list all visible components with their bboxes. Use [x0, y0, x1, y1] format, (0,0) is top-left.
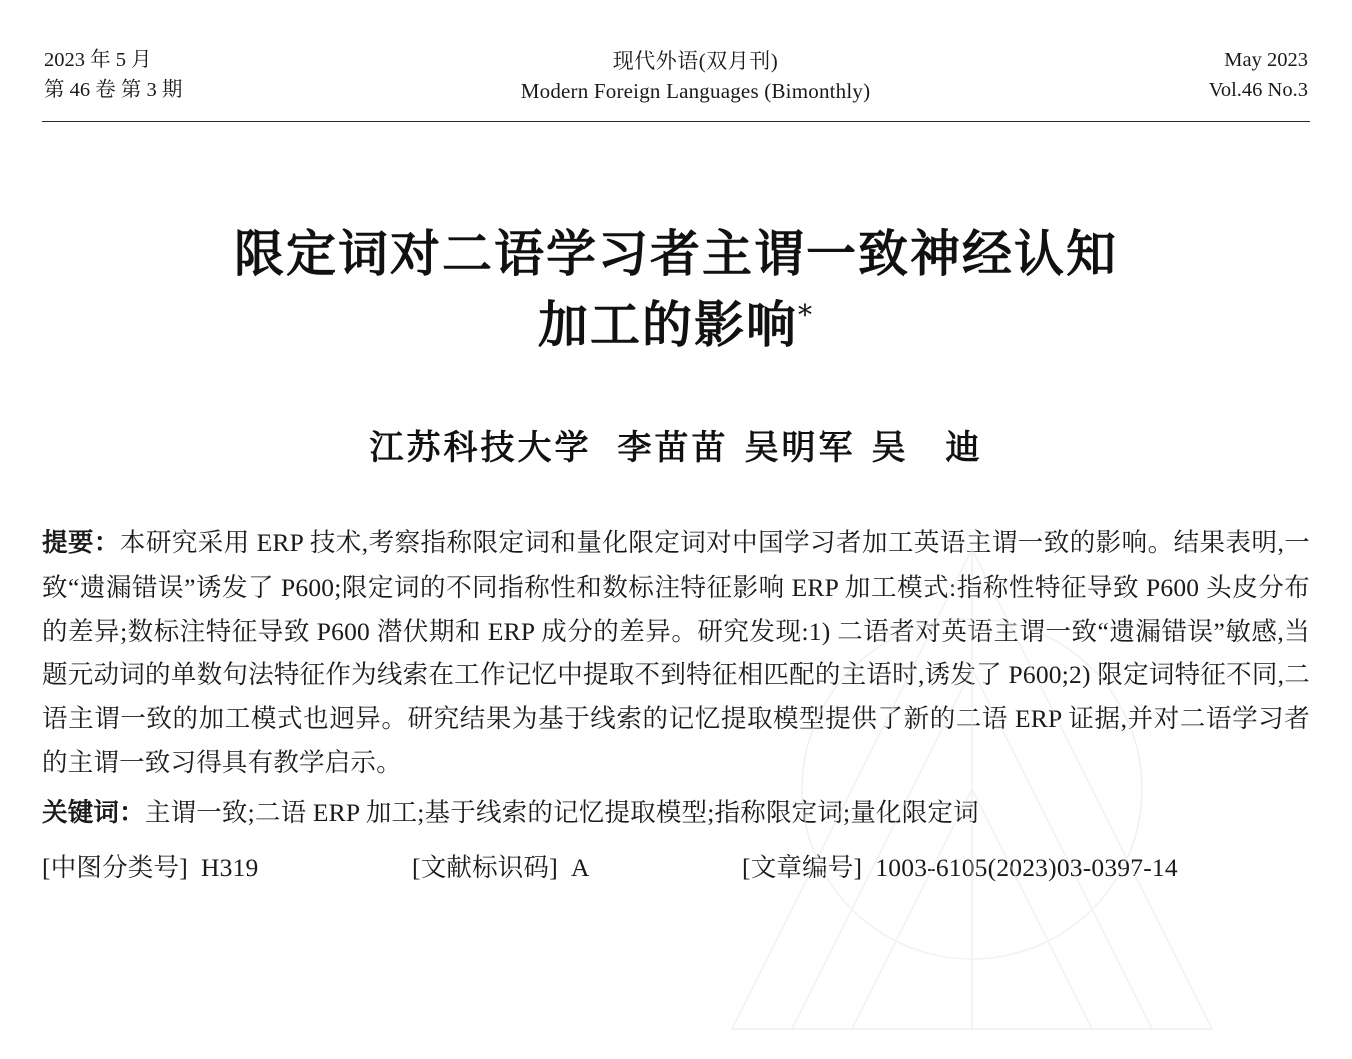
header-divider — [42, 121, 1310, 122]
keywords-label: 关键词： — [42, 798, 145, 829]
article-id-value: 1003-6105(2023)03-0397-14 — [875, 852, 1178, 882]
title-line-1: 限定词对二语学习者主谓一致神经认知 — [234, 223, 1118, 283]
title-line-2: 加工的影响 — [538, 294, 798, 354]
abstract-text: 本研究采用 ERP 技术,考察指称限定词和量化限定词对中国学习者加工英语主谓一致的影响。结果表明,一致“遗漏错误”诱发了 P600;限定词的不同指称性和数标注特征影响 ERP 加工模式:指称性特征导致 P600 头皮分布的差异;数标注特征导致 P600 潜伏期和 ERP 成分的差异。研究发现:1) 二语者对英语主谓一致“遗漏错误”敏感,当题元动词的单数句法特征作为线索在工作记忆中提取不到特征相匹配的主语时,诱发了 P600;2) 限定词特征不同,二语主谓一致的加工模式也迥异。研究结果为基于线索的记忆提取模型提供了新的二语 ERP 证据,并对二语学习者的主谓一致习得具有教学启示。 — [42, 527, 1310, 778]
document-code-label: [文献标识码] — [412, 852, 558, 882]
keywords-text: 主谓一致;二语 ERP 加工;基于线索的记忆提取模型;指称限定词;量化限定词 — [144, 798, 979, 828]
classification-line — [40, 848, 1312, 889]
clc-group — [42, 848, 412, 889]
journal-title-en: Modern Foreign Languages (Bimonthly) — [520, 79, 871, 104]
abstract-block — [40, 521, 1312, 785]
author-name-2: 吴明军 — [744, 427, 856, 468]
title-line-2-wrapper — [40, 289, 1312, 360]
document-code-value: A — [571, 852, 590, 882]
abstract-label: 提要： — [42, 527, 120, 558]
clc-label: [中图分类号] — [42, 852, 188, 882]
running-head — [40, 0, 1312, 107]
volume-issue-cn: 第 46 卷 第 3 期 — [44, 78, 183, 101]
author-affiliation: 江苏科技大学 — [369, 427, 592, 468]
article-id-label: [文章编号] — [742, 852, 863, 882]
author-line — [40, 420, 1312, 469]
clc-value: H319 — [201, 852, 259, 882]
article-id-group — [742, 848, 1310, 889]
author-name-1: 李苗苗 — [617, 427, 729, 468]
issue-date-en: May 2023 — [1224, 49, 1308, 71]
journal-title-cn: 现代外语(双月刊) — [612, 49, 779, 73]
keywords-block — [40, 791, 1312, 836]
running-head-center — [182, 46, 1208, 107]
title-footnote-marker: * — [798, 298, 814, 332]
document-code-group — [412, 848, 742, 889]
volume-issue-en: Vol.46 No.3 — [1208, 78, 1308, 101]
page-title — [40, 218, 1312, 360]
issue-date: 2023 年 5 月 — [44, 49, 152, 71]
running-head-right — [1209, 46, 1308, 105]
author-name-3: 吴 迪 — [871, 427, 983, 468]
running-head-left — [44, 46, 182, 105]
